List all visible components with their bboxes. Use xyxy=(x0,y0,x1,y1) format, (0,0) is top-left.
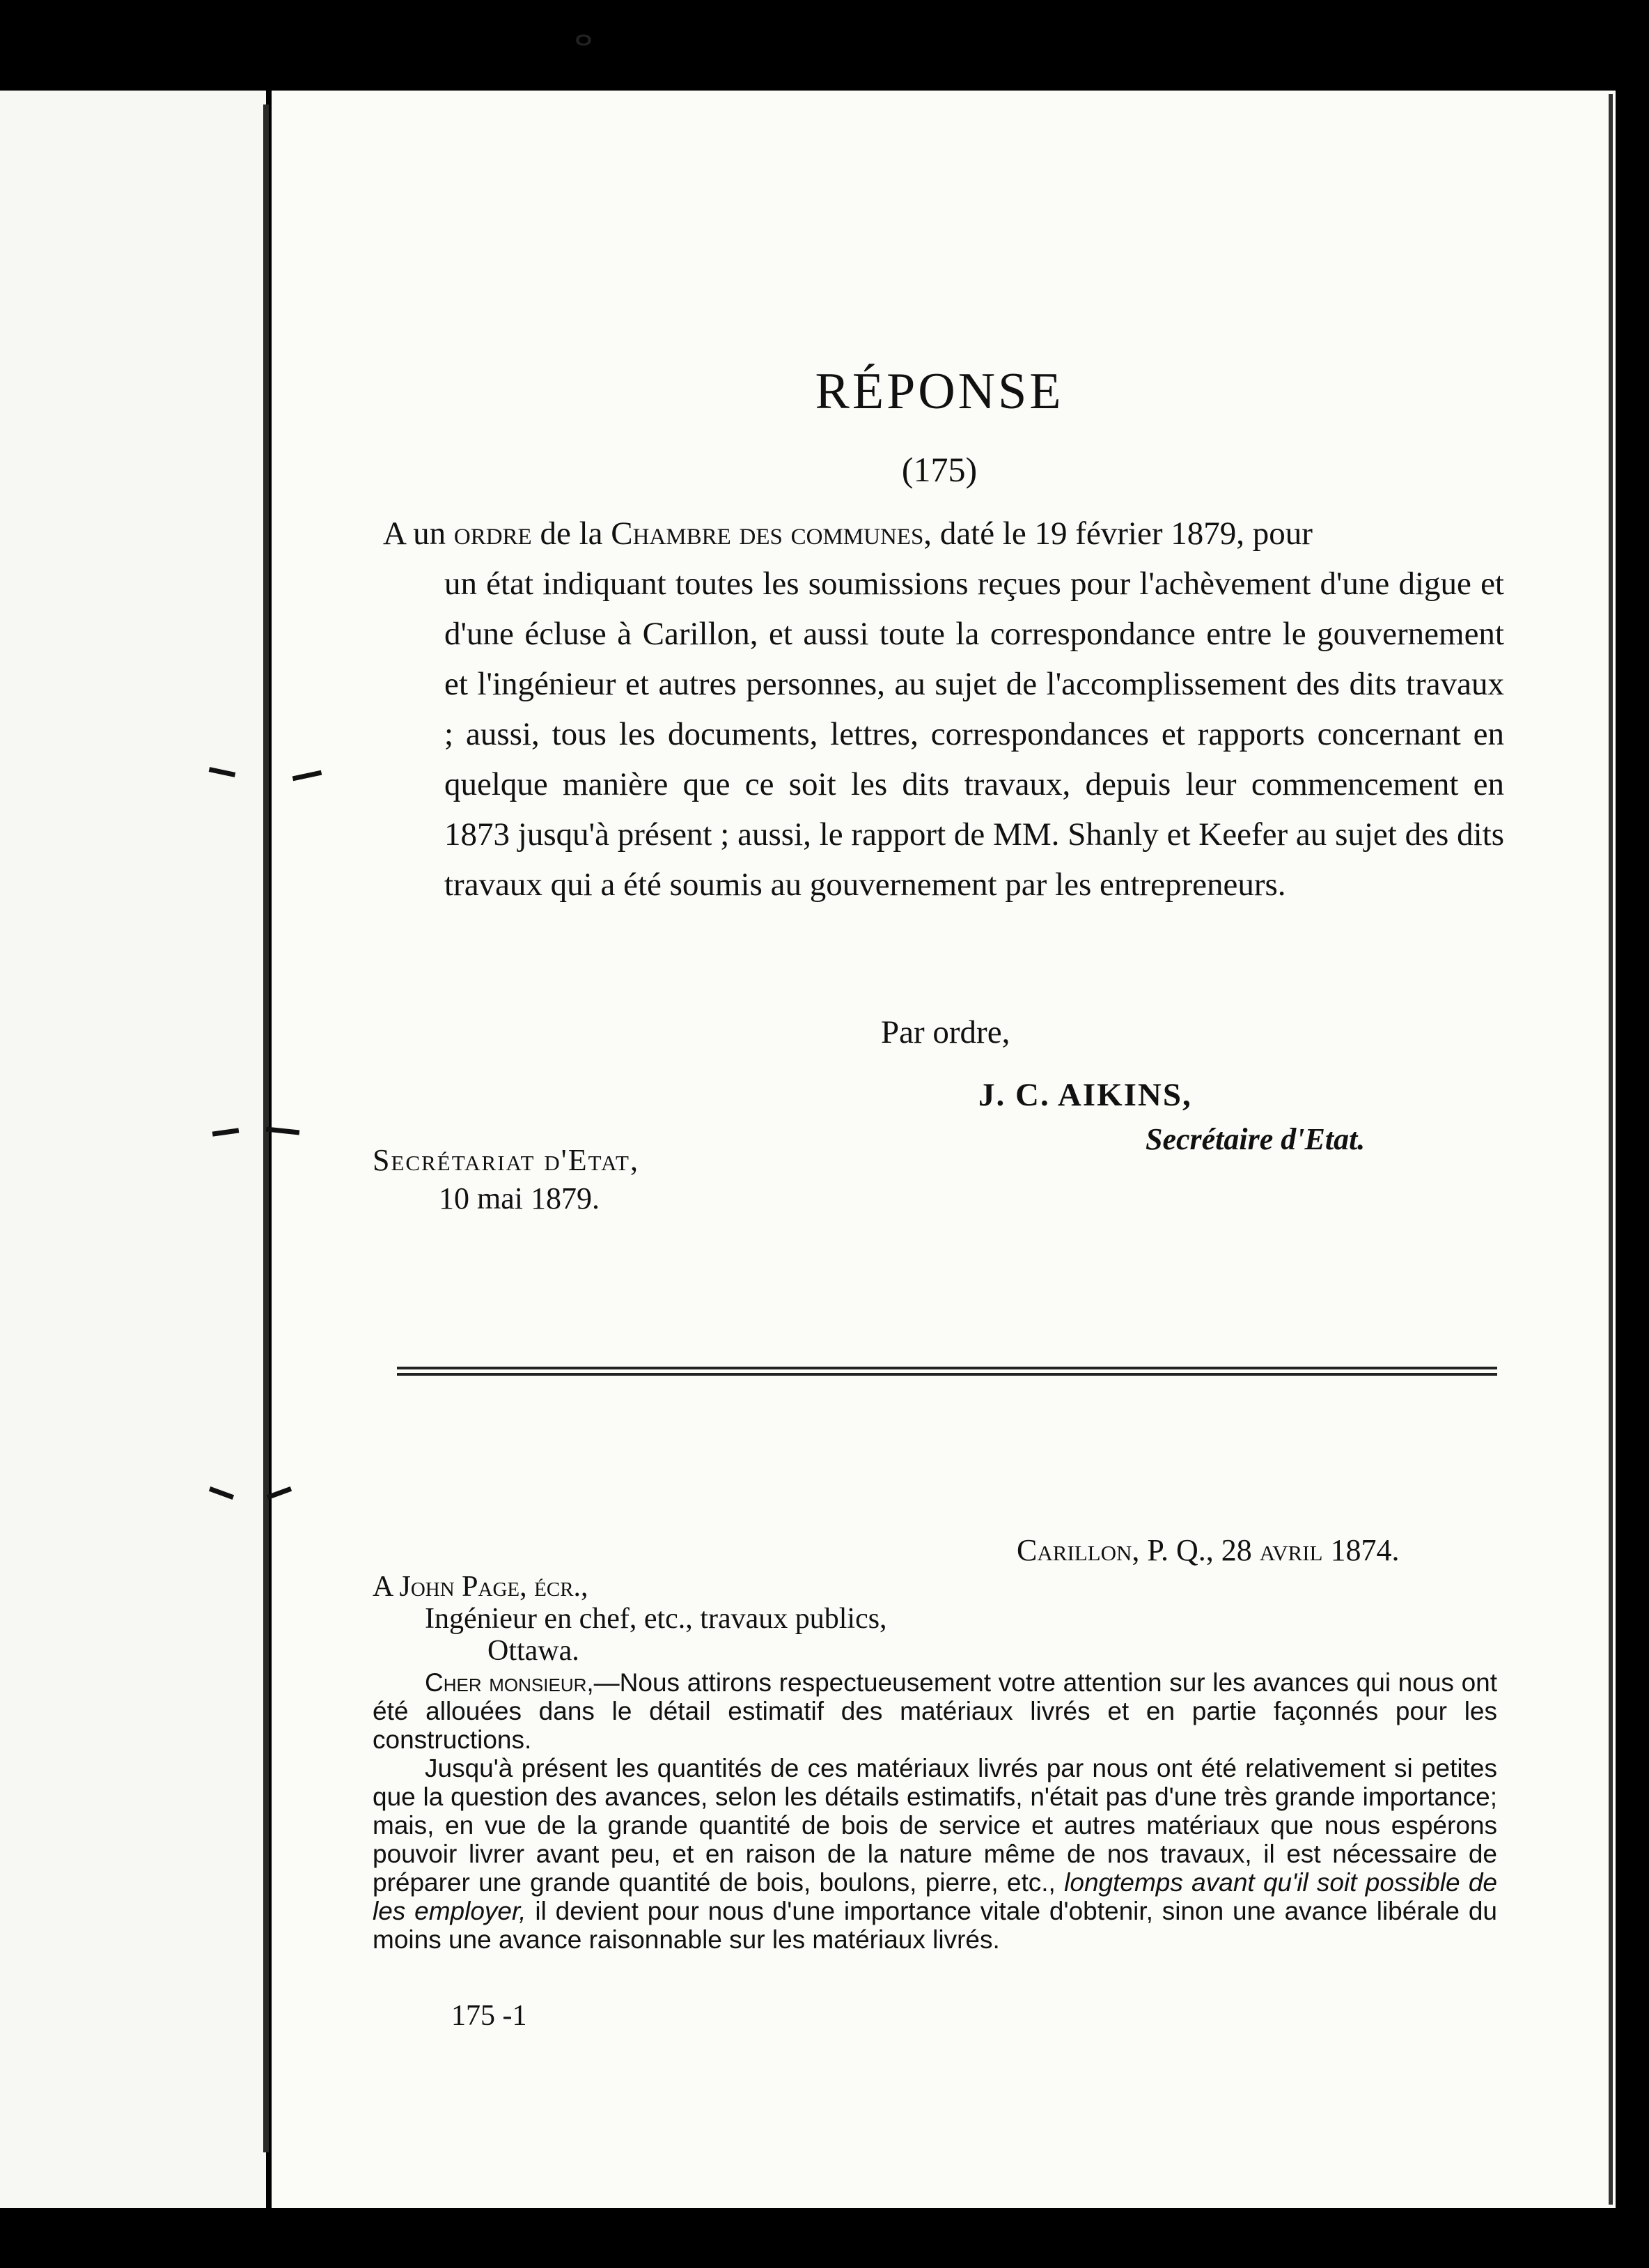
par-ordre: Par ordre, xyxy=(881,1014,1010,1050)
letter-addressee-title: Ingénieur en chef, etc., travaux publics, xyxy=(425,1603,887,1635)
secretariat-office: Secrétariat d'Etat, xyxy=(373,1143,639,1177)
letter-body xyxy=(373,1668,1497,1954)
signatory-title: Secrétaire d'Etat. xyxy=(1146,1122,1366,1156)
scan-smudge-icon: ⴰ xyxy=(575,20,593,52)
page-number: 175 -1 xyxy=(451,2000,527,2032)
page-title: RÉPONSE xyxy=(815,363,1064,420)
order-text-rest: un état indiquant toutes les soumissions reçues pour l'achèvement d'une digue et d'une écluse à Carillon, et aussi toute la correspondance entre le gouvernement et l'ingénieur et autres personnes, au sujet de l'accomplissement des dits travaux ; aussi, tous les documents, lettres, correspondances et rapports concernant en quelque manière que ce soit les dits travaux, depuis leur commencement en 1873 jusqu'à présent ; aussi, le rapport de MM. Shanly et Keefer au sujet des dits travaux qui a été soumis au gouvernement par les entrepreneurs. xyxy=(444,566,1504,903)
letter-para-2-a: Jusqu'à présent les quantités de ces matériaux livrés par nous ont été relativement si petites que la question des avances, selon les détails estimatifs, n'était pas d'une très grande importance; mais, en vue de la grande quantité de bois de service et autres matériaux que nous espérons pouvoir livrer avant peu, et en raison de la nature même de nos travaux, il est nécessaire de préparer une grande quantité de bois, boulons, pierre, etc., xyxy=(373,1754,1497,1897)
letter-addressee: A John Page, écr., xyxy=(373,1571,588,1603)
order-chamber: Chambre des communes, xyxy=(611,515,932,552)
letter-paragraph-2 xyxy=(373,1754,1497,1954)
signatory-name: J. C. AIKINS, xyxy=(978,1077,1192,1113)
letter-addressee-block xyxy=(373,1571,887,1667)
order-text-1: daté le 19 février 1879, pour xyxy=(939,515,1313,552)
letter-salutation: Cher monsieur, xyxy=(425,1668,594,1697)
letter-para-2-b: il devient pour nous d'une importance vitale d'obtenir, sinon une avance libérale du moins une avance raisonnable sur les matériaux livrés. xyxy=(373,1897,1497,1954)
letter-paragraph-1 xyxy=(373,1668,1497,1754)
document-number: (175) xyxy=(901,450,978,489)
secretariat-date: 10 mai 1879. xyxy=(439,1181,600,1215)
letter-addressee-city: Ottawa. xyxy=(487,1635,579,1667)
divider-line xyxy=(397,1373,1497,1376)
letter-para-2-italic: longtemps avant qu'il soit possible de les employer, xyxy=(373,1868,1498,1925)
section-divider xyxy=(397,1367,1497,1382)
order-word: ordre xyxy=(453,515,532,552)
order-de-la: de la xyxy=(540,515,603,552)
divider-line xyxy=(397,1367,1497,1369)
letter-para-1-text: —Nous attirons respectueusement votre attention sur les avances qui nous ont été allouées dans le détail estimatif des matériaux livrés et en partie façonnés pour les constructions. xyxy=(373,1668,1497,1754)
order-paragraph xyxy=(383,508,1504,910)
order-opening: A un xyxy=(383,515,446,552)
letter-place-date xyxy=(1017,1532,1399,1568)
letter-place-date-text: Carillon, P. Q., 28 avril 1874. xyxy=(1017,1533,1400,1567)
